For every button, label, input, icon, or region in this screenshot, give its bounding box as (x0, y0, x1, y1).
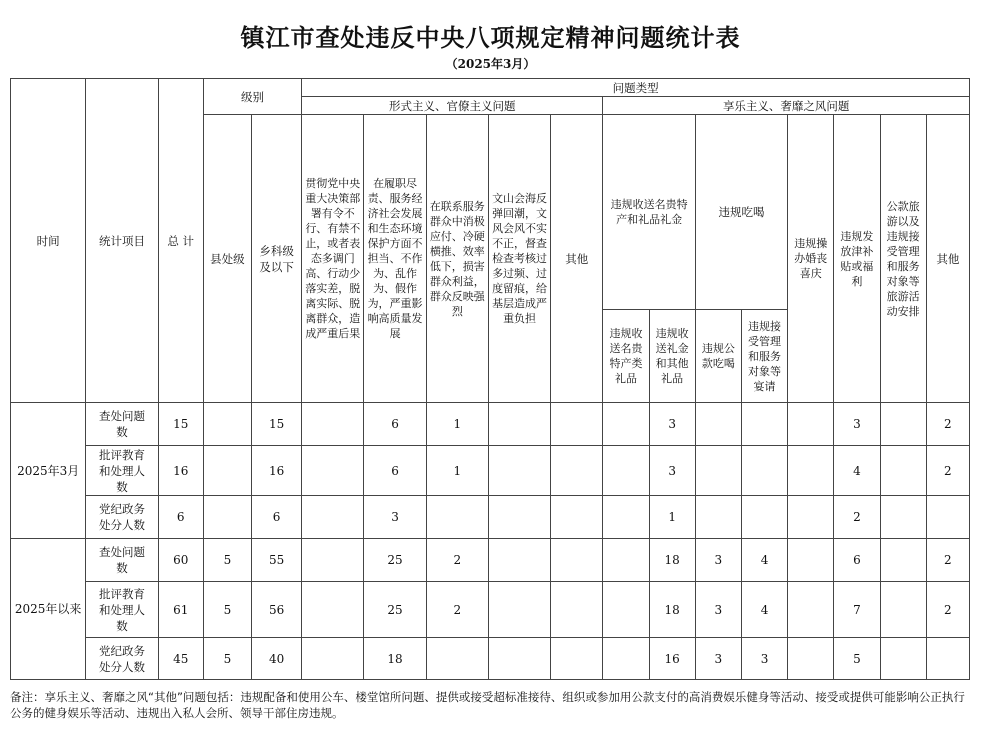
period-cell: 2025年以来 (11, 539, 86, 680)
header-township-level: 乡科级及以下 (251, 115, 301, 403)
value-cell-township: 56 (251, 582, 301, 638)
value-cell-f-other (551, 539, 603, 582)
table-row (11, 446, 970, 496)
value-cell-f1 (302, 582, 364, 638)
value-cell-h-other: 2 (926, 446, 969, 496)
value-cell-county: 5 (203, 638, 251, 680)
value-cell-eat-b: 4 (741, 582, 787, 638)
value-cell-wedding (788, 496, 834, 539)
value-cell-h-other: 2 (926, 539, 969, 582)
value-cell-total: 61 (158, 582, 203, 638)
value-cell-travel (880, 539, 926, 582)
value-cell-county: 5 (203, 539, 251, 582)
value-cell-eat-a: 3 (695, 582, 741, 638)
value-cell-gift-b: 3 (649, 403, 695, 446)
value-cell-wedding (788, 582, 834, 638)
value-cell-h-other (926, 496, 969, 539)
header-formalism-other: 其他 (551, 115, 603, 403)
page-subtitle: （2025年3月） (445, 57, 536, 71)
value-cell-township: 40 (251, 638, 301, 680)
table-row (11, 496, 970, 539)
value-cell-f-other (551, 403, 603, 446)
period-cell: 2025年3月 (11, 403, 86, 539)
value-cell-eat-a (695, 446, 741, 496)
header-gift: 违规收送名贵特产和礼品礼金 (603, 115, 695, 310)
value-cell-travel (880, 638, 926, 680)
value-cell-f3: 2 (426, 582, 488, 638)
stat-item-cell: 批评教育和处理人数 (86, 582, 158, 638)
header-eating-banquet: 违规接受管理和服务对象等宴请 (741, 310, 787, 403)
value-cell-county (203, 496, 251, 539)
value-cell-subsidy: 7 (834, 582, 880, 638)
value-cell-gift-a (603, 582, 649, 638)
value-cell-county (203, 403, 251, 446)
stat-item-cell: 党纪政务处分人数 (86, 638, 158, 680)
table-row (11, 539, 970, 582)
value-cell-gift-b: 1 (649, 496, 695, 539)
stat-item-cell: 党纪政务处分人数 (86, 496, 158, 539)
header-formalism-policy: 贯彻党中央重大决策部署有令不行、有禁不止，或者表态多调门高、行动少落实差，脱离实际、脱离群众，造成严重后果 (302, 115, 364, 403)
header-eating: 违规吃喝 (695, 115, 787, 310)
header-eating-public: 违规公款吃喝 (695, 310, 741, 403)
value-cell-f3: 2 (426, 539, 488, 582)
header-total: 总 计 (158, 79, 203, 403)
value-cell-wedding (788, 446, 834, 496)
header-time: 时间 (11, 79, 86, 403)
value-cell-wedding (788, 638, 834, 680)
value-cell-f-other (551, 496, 603, 539)
table-row (11, 582, 970, 638)
value-cell-travel (880, 582, 926, 638)
header-level: 级别 (203, 79, 301, 115)
value-cell-h-other: 2 (926, 582, 969, 638)
header-formalism-service: 在联系服务群众中消极应付、冷硬横推、效率低下，损害群众利益，群众反映强烈 (426, 115, 488, 403)
value-cell-township: 55 (251, 539, 301, 582)
value-cell-travel (880, 496, 926, 539)
page-title: 镇江市查处违反中央八项规定精神问题统计表 (240, 23, 741, 52)
value-cell-f1 (302, 539, 364, 582)
value-cell-gift-a (603, 539, 649, 582)
value-cell-eat-a (695, 496, 741, 539)
value-cell-township: 6 (251, 496, 301, 539)
value-cell-f3 (426, 638, 488, 680)
value-cell-f1 (302, 638, 364, 680)
value-cell-eat-a: 3 (695, 638, 741, 680)
value-cell-f3 (426, 496, 488, 539)
stat-item-cell: 查处问题数 (86, 403, 158, 446)
value-cell-f2: 6 (364, 403, 426, 446)
value-cell-gift-b: 3 (649, 446, 695, 496)
value-cell-h-other: 2 (926, 403, 969, 446)
value-cell-f4 (488, 446, 550, 496)
value-cell-h-other (926, 638, 969, 680)
statistics-table (10, 78, 970, 680)
value-cell-f4 (488, 403, 550, 446)
value-cell-f1 (302, 496, 364, 539)
value-cell-gift-b: 18 (649, 582, 695, 638)
value-cell-f4 (488, 638, 550, 680)
value-cell-total: 16 (158, 446, 203, 496)
value-cell-eat-b: 4 (741, 539, 787, 582)
value-cell-f-other (551, 446, 603, 496)
value-cell-f1 (302, 446, 364, 496)
value-cell-township: 15 (251, 403, 301, 446)
value-cell-county (203, 446, 251, 496)
header-hedonism: 享乐主义、奢靡之风问题 (603, 97, 970, 115)
value-cell-gift-a (603, 403, 649, 446)
value-cell-f2: 18 (364, 638, 426, 680)
value-cell-f2: 6 (364, 446, 426, 496)
header-wedding: 违规操办婚丧喜庆 (788, 115, 834, 403)
value-cell-total: 15 (158, 403, 203, 446)
header-formalism: 形式主义、官僚主义问题 (302, 97, 603, 115)
value-cell-township: 16 (251, 446, 301, 496)
value-cell-eat-a: 3 (695, 539, 741, 582)
value-cell-f4 (488, 496, 550, 539)
value-cell-gift-a (603, 496, 649, 539)
value-cell-gift-b: 18 (649, 539, 695, 582)
value-cell-total: 60 (158, 539, 203, 582)
value-cell-subsidy: 6 (834, 539, 880, 582)
value-cell-travel (880, 403, 926, 446)
header-subsidy: 违规发放津补贴或福利 (834, 115, 880, 403)
header-gift-specialty: 违规收送名贵特产类礼品 (603, 310, 649, 403)
header-hedonism-other: 其他 (926, 115, 969, 403)
value-cell-wedding (788, 403, 834, 446)
header-formalism-duty: 在履职尽责、服务经济社会发展和生态环境保护方面不担当、不作为、乱作为、假作为，严重影响高质量发展 (364, 115, 426, 403)
value-cell-eat-b (741, 446, 787, 496)
value-cell-f2: 25 (364, 582, 426, 638)
value-cell-gift-a (603, 638, 649, 680)
table-row (11, 403, 970, 446)
footnote: 备注：享乐主义、奢靡之风“其他”问题包括：违规配备和使用公车、楼堂馆所问题、提供或接受超标准接待、组织或参加用公款支付的高消费娱乐健身等活动、接受或提供可能影响公正执行公务的健身娱乐等活动、违规出入私人会所、领导干部住房违规。 (10, 690, 965, 720)
stat-item-cell: 批评教育和处理人数 (86, 446, 158, 496)
value-cell-f-other (551, 582, 603, 638)
header-formalism-meetings: 文山会海反弹回潮，文风会风不实不正，督查检查考核过多过频、过度留痕，给基层造成严重负担 (488, 115, 550, 403)
stat-item-cell: 查处问题数 (86, 539, 158, 582)
value-cell-f2: 3 (364, 496, 426, 539)
value-cell-eat-a (695, 403, 741, 446)
value-cell-f4 (488, 539, 550, 582)
header-travel: 公款旅游以及违规接受管理和服务对象等旅游活动安排 (880, 115, 926, 403)
value-cell-f3: 1 (426, 403, 488, 446)
header-problem-type: 问题类型 (302, 79, 970, 97)
value-cell-subsidy: 4 (834, 446, 880, 496)
value-cell-gift-b: 16 (649, 638, 695, 680)
value-cell-f2: 25 (364, 539, 426, 582)
value-cell-subsidy: 2 (834, 496, 880, 539)
value-cell-f1 (302, 403, 364, 446)
header-stat-item: 统计项目 (86, 79, 158, 403)
value-cell-subsidy: 5 (834, 638, 880, 680)
value-cell-eat-b: 3 (741, 638, 787, 680)
table-row (11, 638, 970, 680)
header-gift-money: 违规收送礼金和其他礼品 (649, 310, 695, 403)
value-cell-subsidy: 3 (834, 403, 880, 446)
value-cell-f4 (488, 582, 550, 638)
value-cell-f-other (551, 638, 603, 680)
value-cell-total: 45 (158, 638, 203, 680)
value-cell-eat-b (741, 403, 787, 446)
value-cell-county: 5 (203, 582, 251, 638)
value-cell-f3: 1 (426, 446, 488, 496)
value-cell-gift-a (603, 446, 649, 496)
header-county-level: 县处级 (203, 115, 251, 403)
value-cell-travel (880, 446, 926, 496)
value-cell-wedding (788, 539, 834, 582)
value-cell-total: 6 (158, 496, 203, 539)
value-cell-eat-b (741, 496, 787, 539)
